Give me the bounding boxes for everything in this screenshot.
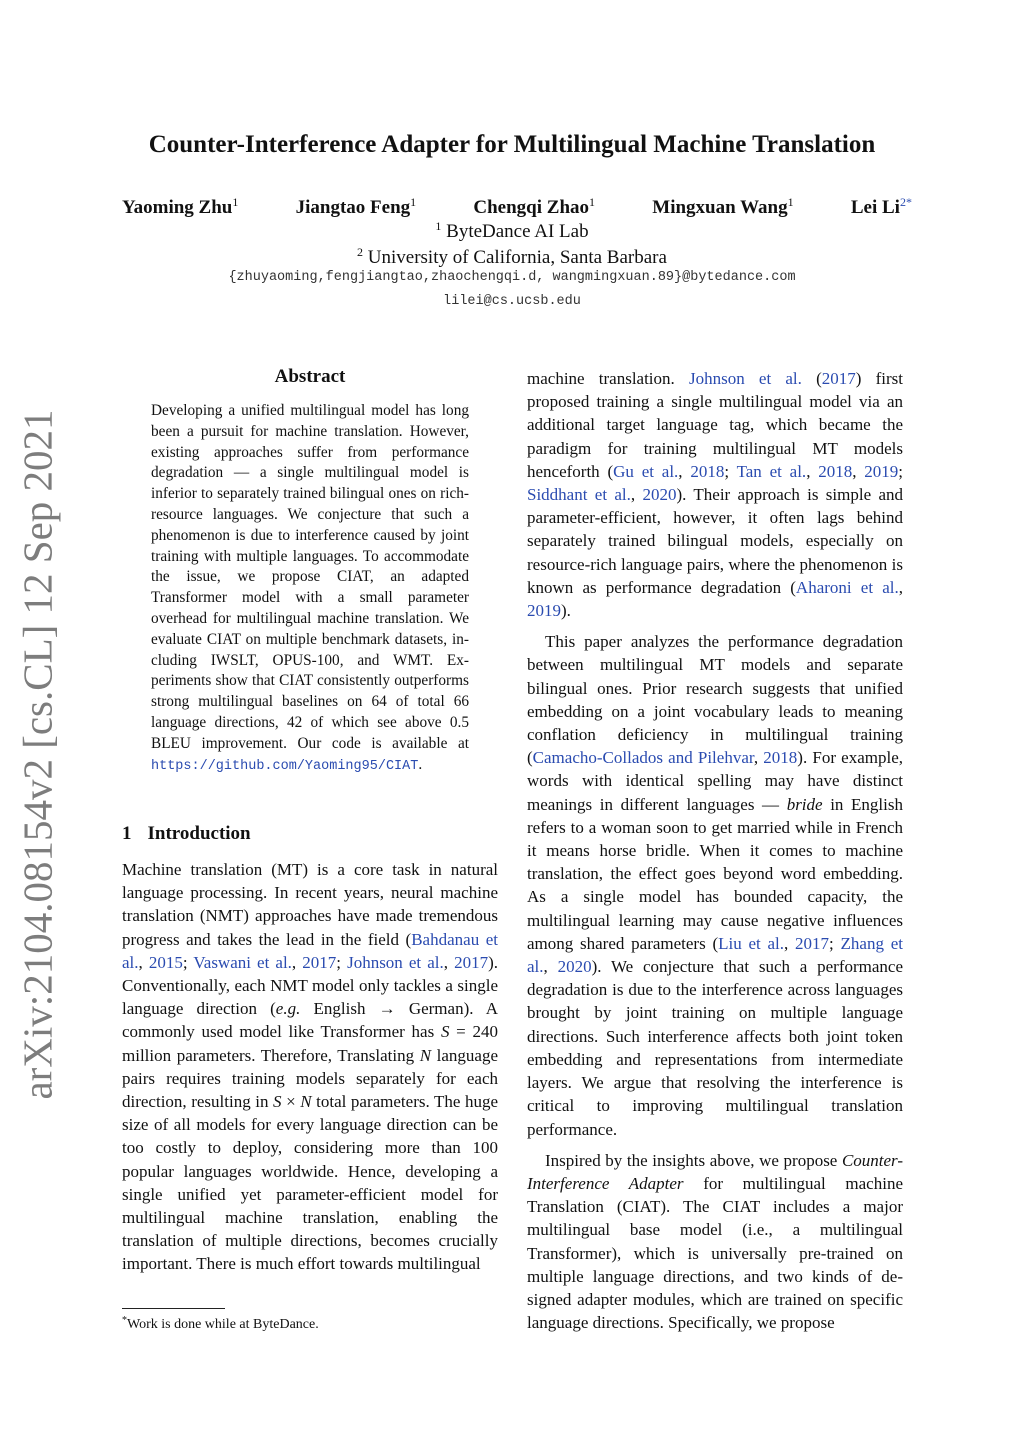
text-run: ( [801,369,822,388]
text-run: ; [898,461,904,481]
citation-link[interactable]: 2019 [527,601,561,621]
left-column-text [122,858,498,1284]
section-heading-introduction: 1 Introduction [122,823,251,844]
text-run: ). For example, words with identical spelling may have distinct meanings in different languages — [527,748,904,814]
abstract-heading: Abstract [274,366,346,387]
arxiv-identifier: arXiv:2104.08154v2 [cs.CL] 12 Sep 2021 [14,409,61,1100]
text-run: , [898,577,904,597]
text-run: , [138,952,149,972]
text-run: ). Conventionally, each NMT model only tackles a single language direction ( [122,952,499,1019]
text-run: for multilingual machine Translation (CIAT). The CIAT includes a major multilingual base model (i.e., a multilingual Transformer), which is universally pre-trained on multiple language directions, and two kinds of designed adapter modules, which are trained on specific language directions. Specifically, we propose [527,1173,903,1333]
affiliation: $^2$ University of California, Santa Barbara [357,245,667,268]
citation-link[interactable]: 2019 [864,461,899,481]
text-run: ; [182,952,194,972]
text-run: This paper analyzes the performance degradation between multilingual MT models and separate bilingual ones. Prior research suggests that unified embedding on a joint vocabulary leads to meaning conflation deficiency in multilingual training ( [527,632,903,768]
text-run: , [678,461,691,481]
affiliation: $^1$ ByteDance AI Lab [435,219,589,242]
text-run: ; [336,952,348,972]
abstract-body: Developing a unified multilingual model has long been a pursuit for machine translation. However, existing approaches suffer from performance degradation — a single multilingual model is inferior to separately trained bilingual ones on rich-resource languages. We conjecture that such a phenomenon is due to interference caused by joint training with multiple languages. To accommodate the issue, we propose CIAT, an adapted Transformer model with a small parameter overhead for multilingual machine translation. We evaluate CIAT on multiple benchmark datasets, including IWSLT, OPUS-100, and WMT. Experiments show that CIAT consistently outperforms strong multilingual baselines on 64 of total 66 language directions, 42 of which see above 0.5 BLEU improvement. Our code is available at https://github.com/Yaoming95/CIAT. [151,402,469,774]
text-run: language pairs requires training models separately for each direction, resulting in [122,1045,498,1112]
citation-link[interactable]: 2020 [642,485,677,505]
text-run: , [852,461,865,481]
paper-title: Counter-Interference Adapter for Multilingual Machine Translation [148,131,876,158]
citation-link[interactable]: Zhang et al. [527,933,903,977]
citation-link[interactable]: 2015 [148,952,183,972]
text-run: , [291,952,303,972]
text-run: , [784,933,796,953]
emphasis: e.g. [275,999,301,1019]
text-run: in English refers to a woman soon to get married while in French it means horse bridle. When it comes to machine translation, the effect goes beyond word embedding. As a single model has bounded capacity, the multilingual learning may cause negative influences among shared parameters ( [527,794,903,953]
citation-link[interactable]: 2017 [302,952,337,972]
text-run: , [543,957,558,977]
footnote-rule [122,1308,225,1309]
citation-link[interactable]: Liu et al. [718,933,785,953]
text-run: Inspired by the insights above, we propose [545,1150,842,1170]
emphasis: S [440,1022,450,1042]
citation-link[interactable]: Camacho-Collados and Pilehvar [532,748,754,768]
citation-link[interactable]: 2018 [690,461,725,481]
text-run: machine translation. [527,369,689,388]
text-run: total parameters. The huge size of all models for every language direction can be too costly to deploy, considering more than 100 popular languages worldwide. Hence, developing a single unified yet parameter-efficient model for multilingual machine translation, enabling the translation of multiple directions, becomes crucially important. There is much effort towards multilingual [122,1092,499,1274]
citation-link[interactable]: Johnson et al. [688,369,802,388]
author: Lei $Li^{2*}$ [850,195,912,218]
citation-link[interactable]: Gu et al. [613,461,679,481]
text-run: English → German). A commonly used model like Transformer has [122,999,498,1042]
citation-link[interactable]: 2020 [557,957,592,977]
footnote: *Work is done while at ByteDance. [122,1315,319,1332]
email-line: {zhuyaoming,fengjiangtao,zhaochengqi.d, wangmingxuan.89}@bytedance.com [228,270,796,285]
citation-link[interactable]: 2017 [821,369,856,388]
text-run: ; [829,933,841,953]
emphasis: Counter-Interference Adapter [527,1150,903,1193]
emphasis: N [419,1045,432,1065]
citation-link[interactable]: Siddhant et al. [527,485,631,505]
paragraph [527,367,903,622]
code-link[interactable]: https://github.com/Yaoming95/CIAT [151,758,419,774]
text-run: ; [724,461,737,481]
right-column-text [527,367,903,1342]
citation-link[interactable]: Bahdanau et al. [122,929,498,972]
email-line: lilei@cs.ucsb.edu [443,294,581,309]
citation-link[interactable]: Vaswani et al. [193,952,292,972]
text-run: ) first proposed training a single multilingual model via an additional target language tag, which became the paradigm for training multilingual MT models henceforth ( [527,369,903,481]
text-run: , [753,748,764,768]
author: Jiangtao Feng$^1$ [295,195,417,218]
paragraph [122,858,498,1276]
emphasis: bride [786,794,823,814]
citation-link[interactable]: Tan et al. [736,461,807,481]
text-run: , [806,461,819,481]
text-run: × [281,1092,301,1112]
citation-link[interactable]: 2017 [795,933,830,953]
citation-link[interactable]: 2018 [763,748,798,768]
emphasis: S [273,1092,282,1112]
citation-link[interactable]: Johnson et al. [347,952,444,972]
author: Chengqi Zhao$^1$ [473,195,596,218]
citation-link[interactable]: 2018 [818,461,853,481]
paragraph [527,630,903,1140]
text-run: Machine translation (MT) is a core task in natural language processing. In recent years, neural machine translation (NMT) approaches have made tremendous progress and takes the lead in the field ( [122,860,498,949]
paragraph [527,1149,903,1335]
text-run: , [630,485,643,505]
text-run: , [443,952,455,972]
author: Mingxuan Wang$^1$ [652,195,794,218]
text-run: = 240 million parameters. Therefore, Translating [122,1022,498,1065]
citation-link[interactable]: Aharoni et al. [795,577,899,597]
text-run: ). [561,601,571,621]
text-run: ). We conjecture that such a performance degradation is due to the interference across languages brought by joint training on multiple language directions. Such interference affects both joint token embedding and representations from intermediate layers. We argue that resolving the interference is critical to improving multilingual translation performance. [527,957,904,1139]
author: Yaoming Zhu$^1$ [122,195,239,218]
text-run: ). Their approach is simple and parameter-efficient, however, it often lags behind separately trained bilingual models, especially on resource-rich language pairs, where the phenomenon is known as performance degradation ( [527,485,904,597]
emphasis: N [300,1092,312,1112]
citation-link[interactable]: 2017 [454,952,489,972]
